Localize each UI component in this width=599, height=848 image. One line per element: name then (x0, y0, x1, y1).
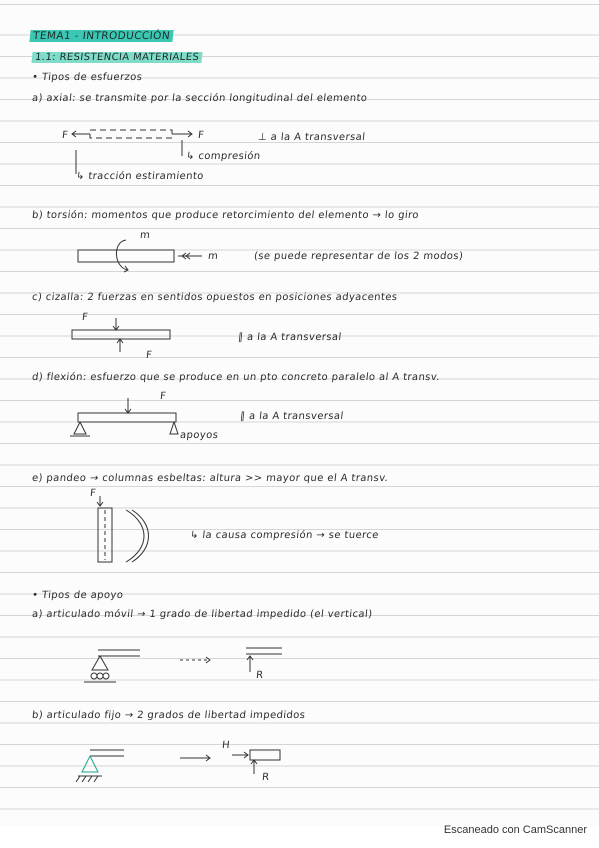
fijo-r-label: R (261, 772, 270, 783)
cizalla-heading: c) cizalla: 2 fuerzas en sentidos opuestos en posiciones adyacentes (31, 292, 398, 303)
torsion-note: (se puede representar de los 2 modos) (253, 251, 464, 262)
flexion-heading: d) flexión: esfuerzo que se produce en un pto concreto paralelo al A transv. (31, 372, 441, 383)
section-heading: 1.1: RESISTENCIA MATERIALES (31, 52, 202, 63)
pandeo-f-top: F (89, 488, 97, 499)
torsion-m-top: m (139, 230, 151, 241)
flexion-diagram (70, 398, 178, 436)
pandeo-diagram (97, 496, 149, 562)
cizalla-f-top: F (81, 312, 89, 323)
movil-diagram (84, 648, 282, 682)
fijo-diagram (76, 750, 280, 782)
page-title: TEMA1 - INTRODUCCIÓN (29, 30, 173, 42)
flexion-note: ∥ a la A transversal (239, 411, 345, 422)
cizalla-diagram (72, 318, 170, 352)
axial-f-left: F (61, 130, 69, 141)
flexion-f-top: F (159, 391, 167, 402)
movil-heading: a) articulado móvil → 1 grado de libertad impedido (el vertical) (31, 609, 373, 620)
pandeo-heading: e) pandeo → columnas esbeltas: altura >> mayor que el A transv. (31, 473, 389, 484)
cizalla-note: ∥ a la A transversal (237, 332, 343, 343)
footer-text: Escaneado con CamScanner (443, 824, 587, 836)
axial-diagram (72, 130, 192, 174)
axial-perp-note: ⊥ a la A transversal (257, 132, 366, 143)
flexion-apoyos: apoyos (179, 430, 219, 441)
torsion-m-right: m (207, 251, 219, 262)
torsion-heading: b) torsión: momentos que produce retorcimiento del elemento → lo giro (31, 210, 420, 221)
axial-heading: a) axial: se transmite por la sección longitudinal del elemento (31, 93, 368, 104)
axial-traccion: ↳ tracción estiramiento (75, 171, 205, 182)
scanner-footer (0, 826, 599, 848)
fijo-heading: b) articulado fijo → 2 grados de libertad impedidos (31, 710, 306, 721)
cizalla-f-bottom: F (145, 350, 153, 361)
pandeo-note: ↳ la causa compresión → se tuerce (189, 530, 380, 541)
axial-f-right: F (197, 130, 205, 141)
movil-r-label: R (255, 670, 264, 681)
fijo-h-label: H (221, 740, 231, 751)
torsion-diagram (78, 240, 202, 272)
axial-compresion: ↳ compresión (185, 151, 262, 162)
bullet-apoyo: • Tipos de apoyo (31, 590, 124, 601)
bullet-esfuerzos: • Tipos de esfuerzos (31, 72, 143, 83)
